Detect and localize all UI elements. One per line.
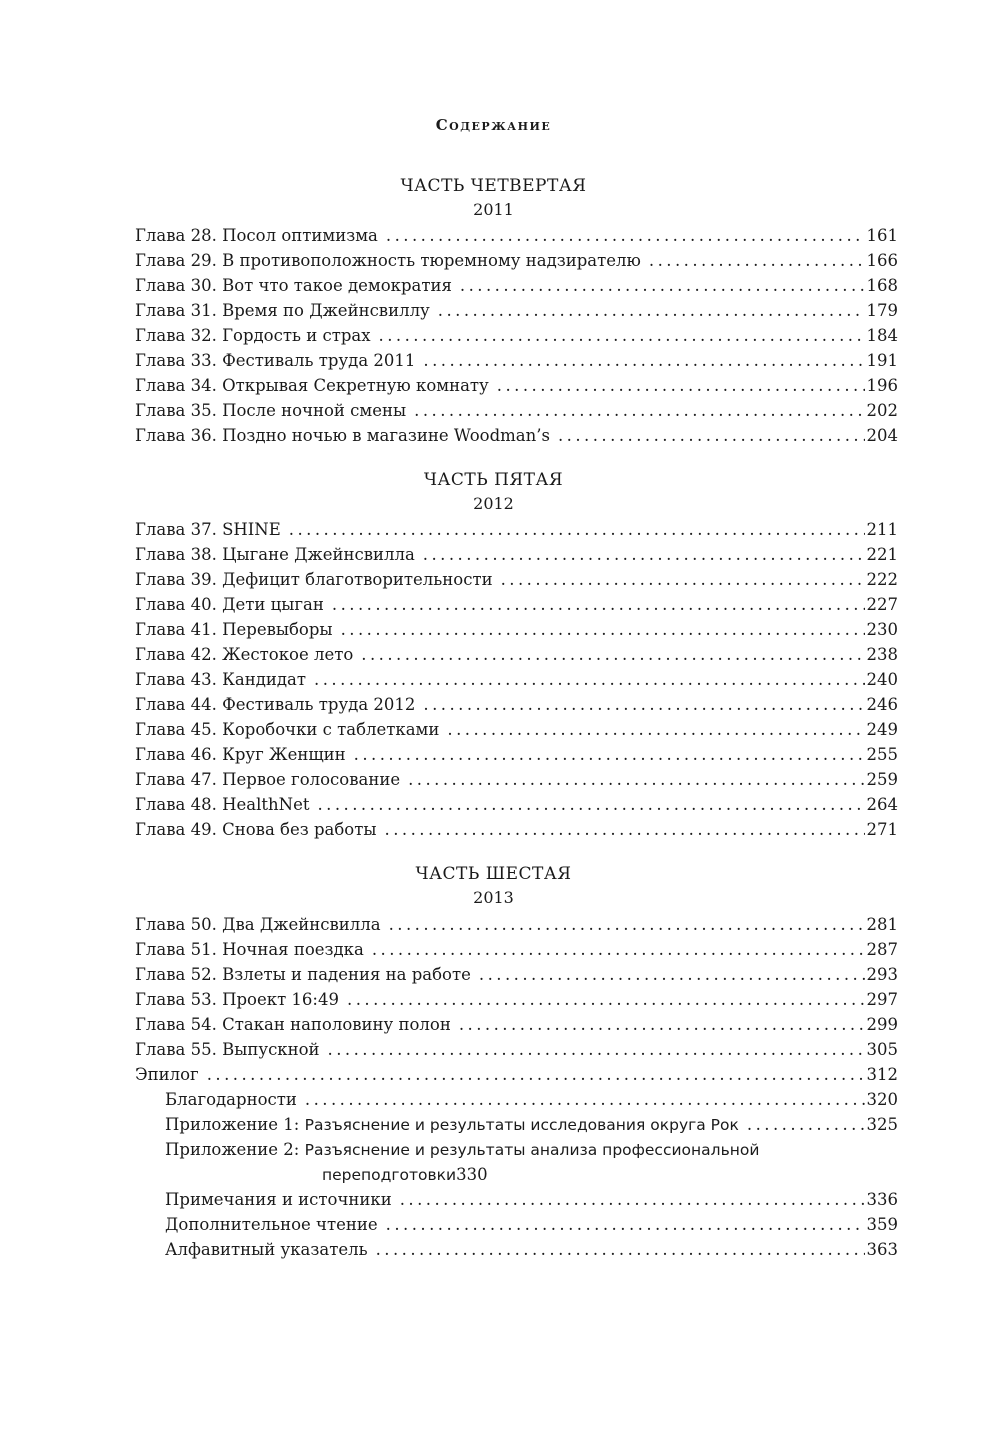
leader-dots	[376, 1237, 865, 1262]
leader-dots	[423, 542, 865, 567]
entry-label: Глава 35. После ночной смены	[135, 401, 407, 420]
appendix-line-2	[165, 1162, 898, 1187]
entry-label: Глава 46. Круг Женщин	[135, 745, 346, 764]
toc-entry-further-reading[interactable]	[135, 1212, 898, 1237]
toc-entry[interactable]	[135, 937, 898, 962]
entry-page: 230	[866, 620, 898, 639]
entry-label: Глава 48. HealthNet	[135, 795, 310, 814]
leader-dots	[423, 348, 864, 373]
entry-label: Глава 51. Ночная поездка	[135, 940, 364, 959]
leader-dots	[460, 273, 865, 298]
toc-entry[interactable]	[135, 567, 898, 592]
entry-page: 297	[866, 990, 898, 1009]
toc-entry-appendix-2[interactable]	[135, 1137, 898, 1187]
leader-dots	[317, 792, 864, 817]
entry-page: 191	[866, 351, 898, 370]
leader-dots	[459, 1012, 865, 1037]
toc-entry[interactable]	[135, 817, 898, 842]
entry-page: 271	[866, 820, 898, 839]
leader-dots	[389, 912, 865, 937]
entry-page: 330	[456, 1165, 488, 1184]
leader-dots	[379, 323, 865, 348]
appendix-line-1	[165, 1137, 898, 1162]
appendix-prefix: Приложение 1:	[165, 1115, 305, 1134]
toc-entry[interactable]	[135, 592, 898, 617]
leader-dots	[501, 567, 865, 592]
leader-dots	[479, 962, 865, 987]
entry-page: 259	[866, 770, 898, 789]
entry-label: Глава 30. Вот что такое демократия	[135, 276, 452, 295]
leader-dots	[332, 592, 865, 617]
leader-dots	[414, 398, 864, 423]
entry-page: 168	[866, 276, 898, 295]
toc-entry[interactable]	[135, 1037, 898, 1062]
leader-dots	[423, 692, 864, 717]
leader-dots	[372, 937, 865, 962]
entry-page: 238	[866, 645, 898, 664]
appendix-title: Разъяснение и результаты исследования округа Рок	[304, 1116, 739, 1134]
entry-label: Глава 29. В противоположность тюремному надзирателю	[135, 251, 641, 270]
entry-page: 222	[866, 570, 898, 589]
entry-label: Глава 42. Жестокое лето	[135, 645, 354, 664]
entry-label: Глава 31. Время по Джейнсвиллу	[135, 301, 430, 320]
toc-entry[interactable]	[135, 273, 898, 298]
entry-label: Глава 38. Цыгане Джейнсвилла	[135, 545, 415, 564]
leader-dots	[497, 373, 865, 398]
toc-entry[interactable]	[135, 912, 898, 937]
entry-page: 264	[866, 795, 898, 814]
entry-page: 184	[866, 326, 898, 345]
entry-label: Глава 33. Фестиваль труда 2011	[135, 351, 416, 370]
leader-dots	[328, 1037, 865, 1062]
entry-page: 211	[866, 520, 898, 539]
entry-page: 161	[866, 226, 898, 245]
entry-page: 363	[866, 1240, 898, 1259]
leader-dots	[289, 517, 865, 542]
toc-entry[interactable]	[135, 223, 898, 248]
entry-label: Глава 49. Снова без работы	[135, 820, 377, 839]
entry-label: Глава 54. Стакан наполовину полон	[135, 1015, 451, 1034]
entry-label: Глава 32. Гордость и страх	[135, 326, 371, 345]
toc-entry[interactable]	[135, 987, 898, 1012]
leader-dots	[447, 717, 864, 742]
leader-dots	[386, 1212, 865, 1237]
leader-dots	[385, 817, 865, 842]
leader-dots	[207, 1062, 865, 1087]
entry-page: 299	[866, 1015, 898, 1034]
toc-entry-index[interactable]	[135, 1237, 898, 1262]
entry-page: 293	[866, 965, 898, 984]
leader-dots	[747, 1112, 865, 1137]
entry-page: 227	[866, 595, 898, 614]
entry-label: Глава 36. Поздно ночью в магазине Woodman’s	[135, 426, 550, 445]
entry-page: 202	[866, 401, 898, 420]
entry-label: Дополнительное чтение	[165, 1215, 378, 1234]
entry-label: Глава 52. Взлеты и падения на работе	[135, 965, 471, 984]
toc-entry[interactable]	[135, 617, 898, 642]
entry-page: 240	[866, 670, 898, 689]
leader-dots	[558, 423, 865, 448]
toc-list-part-six	[135, 912, 898, 1262]
toc-entry-appendix-1[interactable]	[135, 1112, 898, 1137]
toc-entry[interactable]	[135, 248, 898, 273]
toc-list-part-four	[135, 223, 898, 448]
entry-page: 325	[866, 1115, 898, 1134]
toc-entry[interactable]	[135, 792, 898, 817]
entry-page: 255	[866, 745, 898, 764]
toc-entry[interactable]	[135, 962, 898, 987]
leader-dots	[354, 742, 865, 767]
entry-page: 221	[866, 545, 898, 564]
leader-dots	[438, 298, 865, 323]
toc-entry[interactable]	[135, 423, 898, 448]
part-year: 2012	[473, 494, 514, 513]
appendix-title-continued: переподготовки	[322, 1166, 457, 1184]
entry-label: Глава 37. SHINE	[135, 520, 281, 539]
entry-page: 359	[866, 1215, 898, 1234]
toc-entry-acknowledgements[interactable]	[135, 1087, 898, 1112]
entry-label: Эпилог	[135, 1065, 199, 1084]
toc-list-part-five	[135, 517, 898, 842]
appendix-prefix: Приложение 2:	[165, 1140, 305, 1159]
toc-entry[interactable]	[135, 667, 898, 692]
entry-label: Глава 44. Фестиваль труда 2012	[135, 695, 416, 714]
leader-dots	[314, 667, 865, 692]
entry-page: 246	[866, 695, 898, 714]
part-heading-four	[0, 174, 987, 222]
entry-label	[165, 1112, 739, 1138]
toc-entry[interactable]	[135, 298, 898, 323]
entry-label: Глава 41. Перевыборы	[135, 620, 333, 639]
entry-label: Глава 45. Коробочки с таблетками	[135, 720, 440, 739]
entry-label: Глава 50. Два Джейнсвилла	[135, 915, 381, 934]
toc-entry[interactable]	[135, 692, 898, 717]
toc-entry-notes[interactable]	[135, 1187, 898, 1212]
entry-page: 312	[866, 1065, 898, 1084]
entry-page: 305	[866, 1040, 898, 1059]
entry-page: 196	[866, 376, 898, 395]
leader-dots	[341, 617, 865, 642]
entry-label: Глава 53. Проект 16:49	[135, 990, 339, 1009]
toc-entry[interactable]	[135, 1012, 898, 1037]
toc-entry[interactable]	[135, 517, 898, 542]
part-title: ЧАСТЬ ЧЕТВЕРТАЯ	[400, 176, 587, 196]
leader-dots	[305, 1087, 865, 1112]
entry-page: 166	[866, 251, 898, 270]
leader-dots	[408, 767, 864, 792]
part-title: ЧАСТЬ ШЕСТАЯ	[415, 864, 572, 884]
entry-label: Глава 47. Первое голосование	[135, 770, 401, 789]
leader-dots	[649, 248, 865, 273]
toc-entry[interactable]	[135, 642, 898, 667]
entry-page: 336	[866, 1190, 898, 1209]
entry-label: Глава 28. Посол оптимизма	[135, 226, 378, 245]
leader-dots	[386, 223, 865, 248]
toc-entry[interactable]	[135, 717, 898, 742]
entry-page: 320	[866, 1090, 898, 1109]
part-year: 2011	[473, 200, 514, 219]
entry-page: 249	[866, 720, 898, 739]
leader-dots	[347, 987, 865, 1012]
entry-page: 179	[866, 301, 898, 320]
appendix-title: Разъяснение и результаты анализа профессиональной	[304, 1141, 760, 1159]
entry-page: 204	[866, 426, 898, 445]
entry-label: Примечания и источники	[165, 1190, 392, 1209]
toc-entry[interactable]	[135, 542, 898, 567]
toc-entry[interactable]	[135, 742, 898, 767]
entry-label: Глава 43. Кандидат	[135, 670, 306, 689]
part-heading-five	[0, 468, 987, 516]
entry-page: 287	[866, 940, 898, 959]
toc-entry[interactable]	[135, 767, 898, 792]
entry-label: Глава 40. Дети цыган	[135, 595, 324, 614]
entry-label: Благодарности	[165, 1090, 297, 1109]
toc-entry[interactable]	[135, 323, 898, 348]
entry-label: Глава 34. Открывая Секретную комнату	[135, 376, 489, 395]
part-title: ЧАСТЬ ПЯТАЯ	[423, 470, 564, 490]
part-heading-six	[0, 862, 987, 910]
leader-dots	[361, 642, 864, 667]
toc-entry[interactable]	[135, 398, 898, 423]
entry-label: Глава 39. Дефицит благотворительности	[135, 570, 493, 589]
entry-label: Алфавитный указатель	[165, 1240, 368, 1259]
entry-page: 281	[866, 915, 898, 934]
toc-entry[interactable]	[135, 373, 898, 398]
leader-dots	[400, 1187, 865, 1212]
entry-label: Глава 55. Выпускной	[135, 1040, 320, 1059]
page-title: Содержание	[435, 116, 552, 134]
toc-entry[interactable]	[135, 348, 898, 373]
part-year: 2013	[473, 888, 514, 907]
toc-entry-epilogue[interactable]	[135, 1062, 898, 1087]
